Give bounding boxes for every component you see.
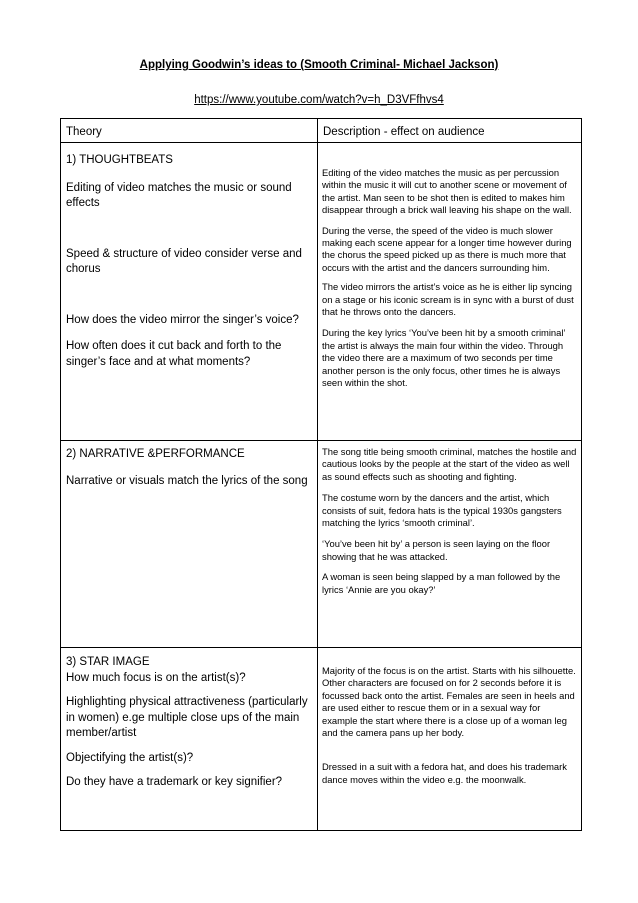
section-heading: 3) STAR IMAGE (66, 656, 150, 668)
table-header-row (61, 119, 582, 143)
section-heading: 1) THOUGHTBEATS (66, 154, 173, 166)
theory-question: How does the video mirror the singer’s voice? (66, 313, 299, 326)
description-paragraph: During the key lyrics ‘You’ve been hit by a smooth criminal’ the artist is always the main four within the video. Through the video there are a maximum of two seconds per time another person is the only focus, other times he is always seen within the shot. (322, 327, 566, 389)
table-row (61, 143, 582, 441)
analysis-table (60, 118, 582, 831)
description-paragraph: During the verse, the speed of the video is much slower making each scene appear for a longer time however during the chorus the speed picked up as there is much more that occurs with the artist and the dancers surrounding him. (322, 224, 572, 273)
description-paragraph: Dressed in a suit with a fedora hat, and does his trademark dance moves within the video e.g. the moonwalk. (322, 761, 567, 785)
header-description: Description - effect on audience (318, 119, 582, 143)
description-cell (318, 648, 582, 831)
description-cell (318, 143, 582, 441)
theory-question: Objectifying the artist(s)? (66, 751, 194, 764)
table-row (61, 648, 582, 831)
video-link[interactable]: https://www.youtube.com/watch?v=h_D3VFfhvs4 (194, 94, 444, 106)
theory-cell (61, 648, 318, 831)
theory-question: Editing of video matches the music or sound effects (66, 181, 292, 209)
theory-cell (61, 143, 318, 441)
description-paragraph: The costume worn by the dancers and the artist, which consists of suit, fedora hats is the typical 1930s gangsters matching the lyrics ‘smooth criminal’. (322, 492, 562, 529)
theory-cell (61, 441, 318, 648)
theory-question: How often does it cut back and forth to the singer’s face and at what moments? (66, 340, 282, 368)
description-cell (318, 441, 582, 648)
theory-question: Speed & structure of video consider verse and chorus (66, 247, 302, 275)
description-paragraph: The video mirrors the artist’s voice as he is either lip syncing on a stage or his iconic scream is in sync with a burst of dust that he throws onto the dancers. (322, 281, 574, 318)
description-paragraph: ‘You’ve been hit by’ a person is seen laying on the floor showing that he was attacked. (322, 538, 551, 562)
description-paragraph: Editing of the video matches the music as per percussion within the music it will cut to another scene or movement of the artist. Man seen to be shot then is edited to makes him disappear through a brick wall leaving his shape on the wall. (322, 167, 572, 216)
section-heading: 2) NARRATIVE &PERFORMANCE (66, 448, 245, 460)
table-row (61, 441, 582, 648)
header-theory: Theory (61, 119, 318, 143)
theory-question: Highlighting physical attractiveness (particularly in women) e.ge multiple close ups of the main member/artist (66, 696, 308, 739)
description-paragraph: The song title being smooth criminal, matches the hostile and cautious looks by the people at the start of the video as well as sound effects such as shooting and fighting. (322, 446, 577, 482)
theory-question: Narrative or visuals match the lyrics of the song (66, 474, 308, 487)
theory-question: Do they have a trademark or key signifier? (66, 776, 283, 788)
theory-question: How much focus is on the artist(s)? (66, 671, 246, 684)
description-paragraph: Majority of the focus is on the artist. Starts with his silhouette. Other characters are focused on for 2 seconds before it is focussed back onto the artist. Females are seen in heels and are used either to rescue them or in a sexual way for example the start where there is a close up of a woman leg and the camera pans up her body. (322, 665, 576, 739)
document-title: Applying Goodwin’s ideas to (Smooth Criminal- Michael Jackson) (139, 59, 499, 71)
description-paragraph: A woman is seen being slapped by a man followed by the lyrics ‘Annie are you okay?’ (322, 571, 561, 595)
